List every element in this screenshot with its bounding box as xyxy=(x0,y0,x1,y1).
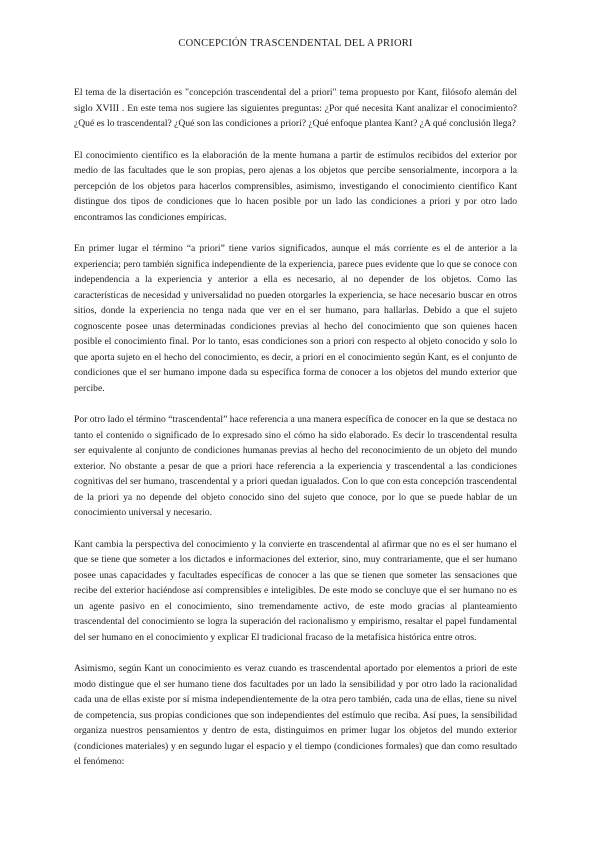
paragraph-faculties: Asimismo, según Kant un conocimiento es veraz cuando es trascendental aportado por elementos a priori de este modo distingue que el ser humano tiene dos facultades por un lado la sensibilidad y por otro lado la racionalidad cada una de ellas existe por sí misma independientemente de la otra pero también, cada una de ellas, tiene su nivel de competencia, sus propias condiciones que son independientes del estímulo que reciba. Así pues, la sensibilidad organiza nuestros pensamientos y dentro de esta, distinguimos en primer lugar los objetos del mundo exterior (condiciones materiales) y en segundo lugar el espacio y el tiempo (condiciones formales) que dan como resultado el fenómeno: xyxy=(74,663,517,767)
paragraph-a-priori: En primer lugar el término “a priori” tiene varios significados, aunque el más corriente es el de anterior a la experiencia; pero también significa independiente de la experiencia, parece pues evidente que lo que se conoce con independencia a la experiencia y anterior a ella es necesario, al no depender de los objetos. Como las características de necesidad y universalidad no pueden otorgarles la experiencia, se hace necesario buscar en otros sitios, donde la experiencia no tenga nada que ver en el ser humano, para hallarlas. Debido a que el sujeto cognoscente posee unas determinadas condiciones previas al hecho del conocimiento que son quienes hacen posible el conocimiento final. Por lo tanto, esas condiciones son a priori con respecto al objeto conocido y solo lo que aporta sujeto en el hecho del conocimiento, es decir, a priori en el conocimiento según Kant, es el conjunto de condiciones que el ser humano impone dada su específica forma de conocer a los objetos del mundo exterior que percibe. xyxy=(74,243,517,394)
paragraph-transcendental: Por otro lado el término “trascendental” hace referencia a una manera específica de conocer en la que se destaca no tanto el contenido o significado de lo expresado sino el cómo ha sido elaborado. Es decir lo trascendental resulta ser equivalente al conjunto de condiciones humanas previas al hecho del reconocimiento de un objeto del mundo exterior. No obstante a pesar de que a priori hace referencia a la experiencia y trascendental a las condiciones cognitivas del ser humano, trascendental y a priori quedan igualados. Con lo que con esta concepción trascendental de la priori ya no depende del objeto conocido sino del sujeto que conoce, por lo que se puede hablar de un conocimiento universal y necesario. xyxy=(74,414,517,518)
page-title: CONCEPCIÓN TRASCENDENTAL DEL A PRIORI xyxy=(178,38,413,49)
paragraph-scientific-knowledge: El conocimiento científico es la elaboración de la mente humana a partir de estímulos recibidos del exterior por medio de las facultades que le son propias, pero ajenas a los objetos que percibe sensorialmente, incorpora a la percepción de los objetos para hacerlos comprensibles, asimismo, investigando el conocimiento científico Kant distingue dos tipos de condiciones que lo hacen posible por un lado las condiciones a priori y por otro lado encontramos las condiciones empíricas. xyxy=(74,149,517,223)
paragraph-perspective-change: Kant cambia la perspectiva del conocimiento y la convierte en trascendental al afirmar que no es el ser humano el que se tiene que someter a los dictados e informaciones del exterior, sino, muy contrariamente, que el ser humano posee unas capacidades y facultades específicas de conocer a las que se tienen que someter las sensaciones que recibe del exterior haciéndose así comprensibles e inteligibles. De este modo se concluye que el ser humano no es un agente pasivo en el conocimiento, sino tremendamente activo, de este modo gracias al planteamiento trascendental del conocimiento se logra la superación del racionalismo y empirismo, resaltar el papel fundamental del ser humano en el conocimiento y explicar El tradicional fracaso de la metafísica histórica entre otros. xyxy=(74,538,517,643)
paragraph-intro: El tema de la disertación es "concepción trascendental del a priori" tema propuesto por Kant, filósofo alemán del siglo XVIII . En este tema nos sugiere las siguientes preguntas: ¿Por qué necesita Kant analizar el conocimiento? ¿Qué es lo trascendental? ¿Qué son las condiciones a priori? ¿Qué enfoque plantea Kant? ¿A qué conclusión llega? xyxy=(74,87,517,129)
